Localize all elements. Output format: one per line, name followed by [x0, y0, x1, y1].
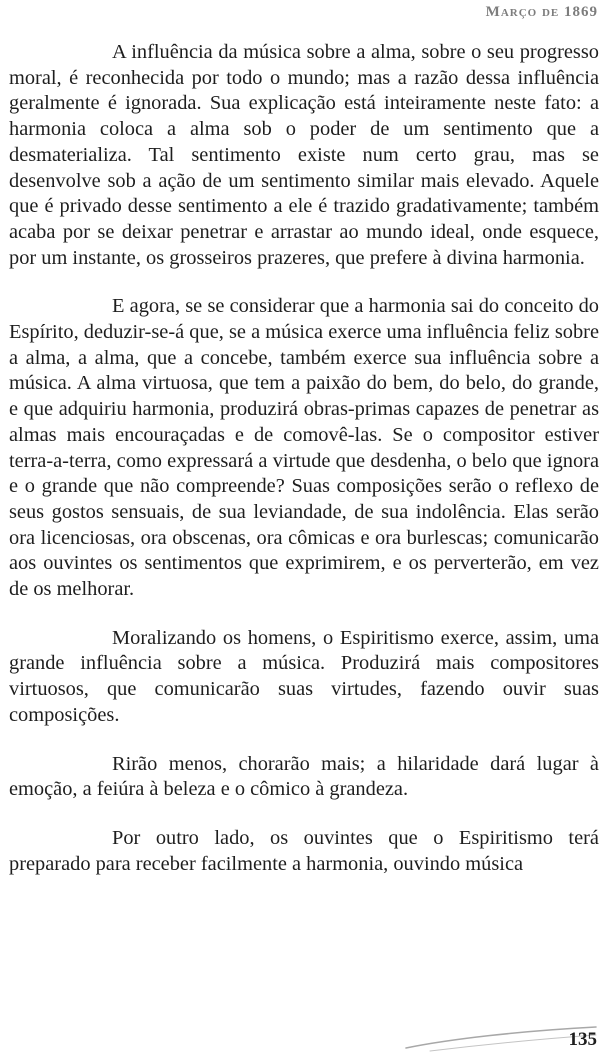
- paragraph-4: Rirão menos, chorarão mais; a hilaridade dará lugar à emoção, a feiúra à beleza e o cômico à grandeza.: [9, 752, 599, 801]
- paragraph-3: Moralizando os homens, o Espiritismo exerce, assim, uma grande influência sobre a música. Produzirá mais compositores virtuosos, que comunicarão suas virtudes, fazendo ouvir suas composições.: [9, 626, 599, 726]
- page-number: 135: [568, 1029, 597, 1050]
- page-footer: [0, 1015, 607, 1060]
- paragraph-1: A influência da música sobre a alma, sobre o seu progresso moral, é reconhecida por todo o mundo; mas a razão dessa influência geralmente é ignorada. Sua explicação está inteiramente neste fato: a harmonia coloca a alma sob o poder de um sentimento que a desmaterializa. Tal sentimento existe num certo grau, mas se desenvolve sob a ação de um sentimento similar mais elevado. Aquele que é privado desse sentimento a ele é trazido gradativamente; também acaba por se deixar penetrar e arrastar ao mundo ideal, onde esquece, por um instante, os grosseiros prazeres, que prefere à divina harmonia.: [9, 41, 599, 269]
- paragraph-2: E agora, se se considerar que a harmonia sai do conceito do Espírito, deduzir-se-á que, se a música exerce uma influência feliz sobre a alma, a alma, que a concebe, também exerce sua influência sobre a música. A alma virtuosa, que tem a paixão do bem, do belo, do grande, e que adquiriu harmonia, produzirá obras-primas capazes de penetrar as almas mais encouraçadas e de comovê-las. Se o compositor estiver terra-a-terra, como expressará a virtude que desdenha, o belo que ignora e o grande que não compreende? Suas composições serão o reflexo de seus gostos sensuais, de sua leviandade, de sua indolência. Elas serão ora licenciosas, ora obscenas, ora cômicas e ora burlescas; comunicarão aos ouvintes os sentimentos que exprimirem, e os perverterão, em vez de os melhorar.: [9, 295, 599, 601]
- running-header: Março de 1869: [485, 4, 598, 20]
- body-text: [9, 40, 599, 877]
- paragraph-5: Por outro lado, os ouvintes que o Espiritismo terá preparado para receber facilmente a harmonia, ouvindo música: [9, 826, 599, 875]
